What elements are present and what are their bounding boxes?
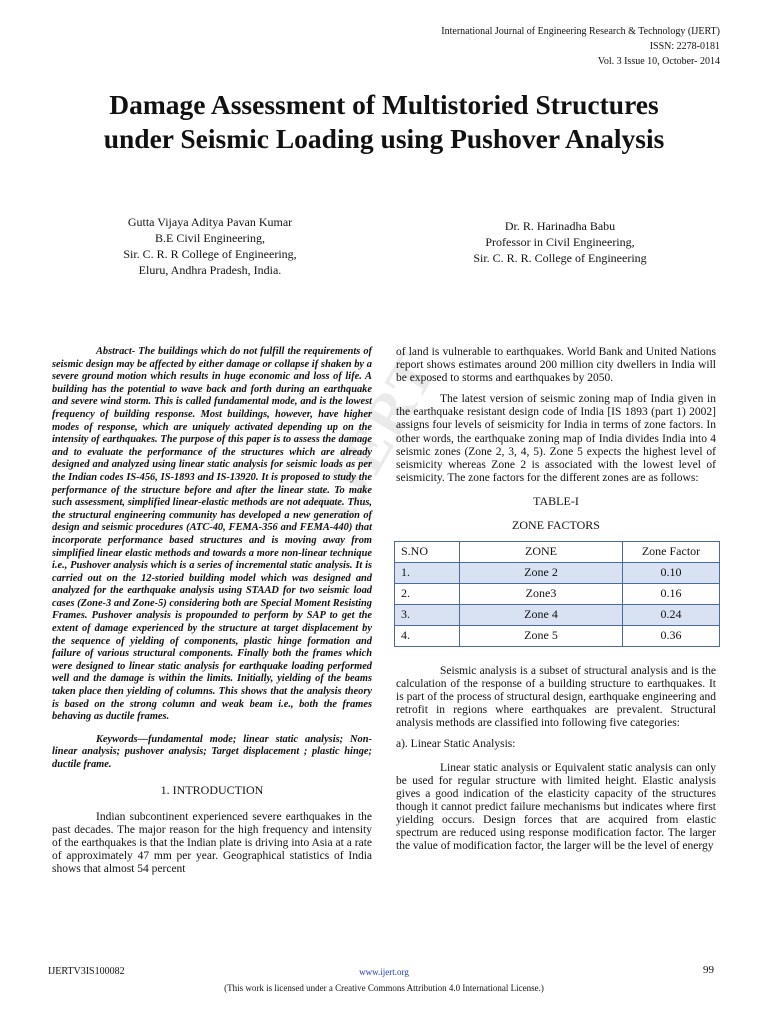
paragraph-zoning: The latest version of seismic zoning map of India given in the earthquake resistant design code of India [IS 1893 (part 1) 2002] assigns four levels of seismicity for India in terms of zone factors. In other words, the earthquake zoning map of India divides India into 4 seismic zones (Zone 2, 3, 4, 5). Zone 5 expects the highest level of seismicity whereas Zone 2 is associated with the lowest level of seismicity. The zone factors for the different zones are as follows:	[396, 393, 716, 484]
table-cell: 2.	[395, 583, 460, 604]
zone-factors-table	[394, 541, 720, 647]
table-header-cell: ZONE	[460, 541, 623, 562]
paper-title	[30, 88, 738, 156]
author-right	[415, 218, 705, 266]
table-cell: 1.	[395, 562, 460, 583]
author-right-college: Sir. C. R. R. College of Engineering	[473, 251, 647, 265]
table-cell: 0.24	[623, 604, 720, 625]
table-row	[395, 562, 720, 583]
abstract: Abstract- The buildings which do not fulfill the requirements of seismic design may be affected by either damage or collapse if shaken by a severe ground motion which results in huge economic and loss of life. A building has the potential to wave back and forth during an earthquake and severe wind storm. This is called fundamental mode, and is the lowest frequency of building response. Most buildings, however, have higher modes of response, which are uniquely activated depending up on the intensity of earthquakes. The purpose of this paper is to assess the damage and to evaluate the performance of the structures which are already designed and analyzed using linear static analysis for seismic loads as per the Indian codes IS-456, IS-1893 and IS-13920. It is proposed to study the performance of the structure before and after the linear state. To make such assessment, simplified linear-elastic methods are not adequate. Thus, the structural engineering community has developed a new generation of design and seismic procedures (ATC-40, FEMA-356 and FEMA-440) that incorporate performance based structures and is moving away from simplified linear elastic methods and towards a more non-linear technique i.e., Pushover analysis which is a series of incremental static analysis. It is carried out on the 12-storied building model which was designed and analyzed for the earthquake analysis using STAAD for two seismic load cases (Zone-3 and Zone-5) considering both are Special Moment Resisting Frames. Pushover analysis is propounded to perform by SAP to get the extent of damage experienced by the structure at target displacement by the sequence of yielding of components, plastic hinge formation and failure of various structural components. Finally both the frames which were designed to linear static analysis for earthquake loading performed well and the damage is within the limits. Initially, yielding of the beams taken place then yielding of columns. This shows that the analysis theory is based on the strong column and weak beam i.e., both the frames behaving as ductile frames.	[52, 346, 372, 723]
footer-url-link[interactable]: www.ijert.org	[359, 967, 409, 977]
author-left-degree: B.E Civil Engineering,	[155, 231, 265, 245]
table-cell: 4.	[395, 625, 460, 646]
table-title: ZONE FACTORS	[512, 517, 600, 532]
footer-page-number: 99	[703, 964, 714, 976]
author-left-college: Sir. C. R. R College of Engineering,	[123, 247, 297, 261]
right-column	[396, 346, 716, 861]
table-row	[395, 583, 720, 604]
table-cell: Zone 2	[460, 562, 623, 583]
table-caption: TABLE-I	[533, 493, 579, 508]
table-header-cell: Zone Factor	[623, 541, 720, 562]
author-right-name: Dr. R. Harinadha Babu	[504, 219, 616, 233]
intro-paragraph: Indian subcontinent experienced severe earthquakes in the past decades. The major reason for the high frequency and intensity of the earthquakes is that the Indian plate is driving into Asia at a rate of approximately 47 mm per year. Geographical statistics of India shows that almost 54 percent	[52, 810, 372, 876]
table-cell: 0.10	[623, 562, 720, 583]
journal-name: International Journal of Engineering Research & Technology (IJERT)	[441, 26, 720, 37]
author-left	[60, 214, 360, 278]
table-header-cell: S.NO	[395, 541, 460, 562]
table-cell: 0.36	[623, 625, 720, 646]
paragraph-linear-static: Linear static analysis or Equivalent static analysis can only be used for regular structure with limited height. Elastic analysis gives a good indication of the elasticity capacity of the structures though it cannot predict failure mechanisms but indicates where first yielding occurs. Design forces that are acquired from elastic spectrum are reduced using response modification factor. The larger the value of modification factor, the larger will be the level of energy	[396, 761, 716, 853]
table-row	[395, 604, 720, 625]
section-heading-introduction: 1. INTRODUCTION	[160, 782, 264, 797]
subheading-linear-static: a). Linear Static Analysis:	[396, 738, 516, 751]
keywords: Keywords—fundamental mode; linear static analysis; Non-linear analysis; pushover analysis; Target displacement ; plastic hinge; ductile frame.	[52, 733, 372, 770]
title-line-1: Damage Assessment of Multistoried Structures	[109, 89, 659, 120]
journal-header	[441, 24, 720, 69]
footer-license: (This work is licensed under a Creative Commons Attribution 4.0 International License.)	[224, 983, 544, 993]
title-line-2: under Seismic Loading using Pushover Analysis	[103, 123, 665, 154]
footer-paper-id: IJERTV3IS100082	[48, 966, 125, 977]
table-cell: 0.16	[623, 583, 720, 604]
table-cell: Zone 4	[460, 604, 623, 625]
left-column	[52, 346, 372, 884]
author-right-role: Professor in Civil Engineering,	[485, 235, 635, 249]
author-left-location: Eluru, Andhra Pradesh, India.	[138, 263, 282, 277]
table-header-row	[395, 541, 720, 562]
author-left-name: Gutta Vijaya Aditya Pavan Kumar	[127, 215, 293, 229]
watermark-logo: IJERT	[300, 340, 451, 534]
table-row	[395, 625, 720, 646]
table-cell: Zone3	[460, 583, 623, 604]
paragraph-continuation: of land is vulnerable to earthquakes. World Bank and United Nations report shows estimates around 200 million city dwellers in India will be exposed to storms and earthquakes by 2050.	[396, 346, 716, 385]
paragraph-seismic-analysis: Seismic analysis is a subset of structural analysis and is the calculation of the response of a building structure to earthquakes. It is part of the process of structural design, earthquake engineering and retrofit in regions where earthquakes are prevalent. Structural analysis methods are classified into following five categories:	[396, 664, 716, 730]
journal-volume: Vol. 3 Issue 10, October- 2014	[597, 56, 720, 67]
journal-issn: ISSN: 2278-0181	[649, 41, 720, 52]
table-cell: 3.	[395, 604, 460, 625]
table-cell: Zone 5	[460, 625, 623, 646]
